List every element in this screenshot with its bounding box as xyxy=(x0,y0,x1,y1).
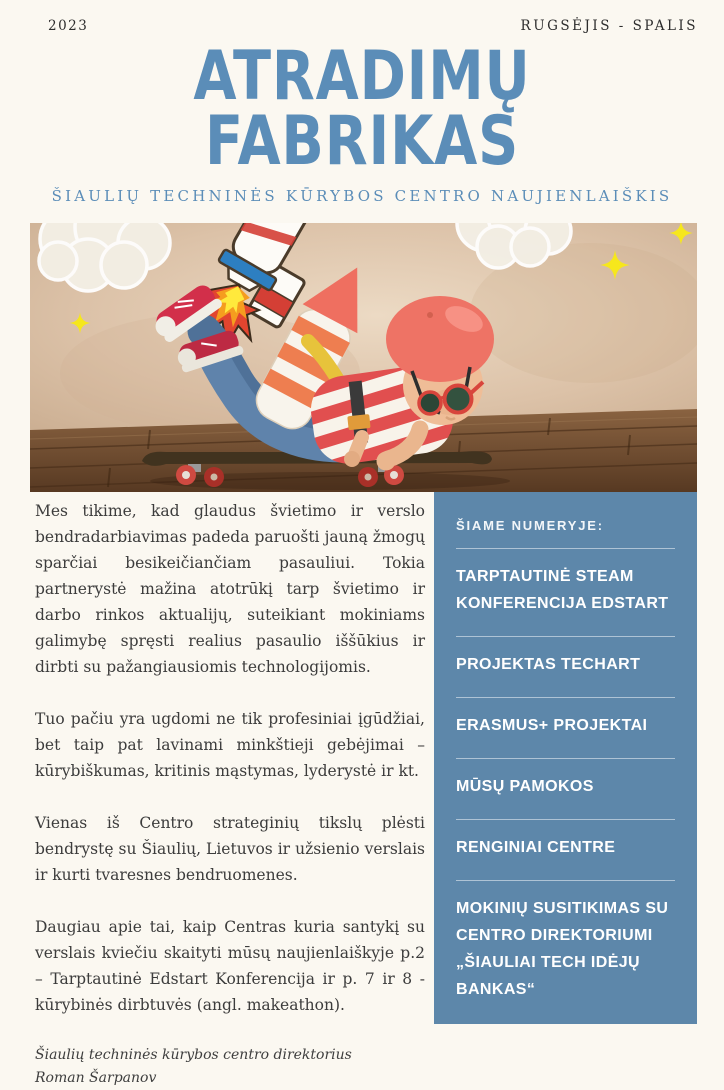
child-hand-left xyxy=(344,451,360,467)
article-paragraph: Daugiau apie tai, kaip Centras kuria santykį su verslais kviečiu skaityti mūsų naujienlaiškyje p.2 – Tarptautinė Edstart Konferencija ir p. 7 ir 8 - kūrybinės dirbtuvės (angl. makeathon). xyxy=(35,918,425,1014)
masthead xyxy=(0,37,724,205)
toc-heading: ŠIAME NUMERYJE: xyxy=(456,518,604,533)
article-body xyxy=(35,498,425,1090)
article-paragraph: Mes tikime, kad glaudus švietimo ir verslo bendradarbiavimas padeda paruošti jauną žmogų sparčiai besikeičiančiam pasauliui. Tokia partnerystė mažina atotrūkį tarp švietimo ir darbo rinkos aktualijų, suteikiant mokiniams galimybę spręsti realius pasaulio iššūkius ir dirbti su pažangiausiomis technologijomis. xyxy=(35,502,425,676)
article-paragraph: Vienas iš Centro strateginių tikslų plėsti bendrystę su Šiaulių, Lietuvos ir užsienio verslais ir kurti tvaresnes bendruomenes. xyxy=(35,814,425,884)
toc-divider xyxy=(456,548,675,549)
sidebar-item-susitikimas: MOKINIŲ SUSITIKIMAS SU CENTRO DIREKTORIUMI „ŠIAULIAI TECH IDĖJŲ BANKAS“ xyxy=(456,900,669,998)
sidebar-item-techart: PROJEKTAS TECHART xyxy=(456,656,641,673)
sidebar-item-steam-conference: TARPTAUTINĖ STEAM KONFERENCIJA EDSTART xyxy=(456,568,669,612)
toc-divider xyxy=(456,819,675,820)
signature-block xyxy=(35,1044,425,1090)
hero-photo xyxy=(30,223,697,492)
toc-divider xyxy=(456,697,675,698)
hero-illustration xyxy=(30,223,697,492)
coral-helmet xyxy=(386,296,494,382)
toc-divider xyxy=(456,636,675,637)
sidebar-item-renginiai: RENGINIAI CENTRE xyxy=(456,839,616,856)
sidebar-item-erasmus: ERASMUS+ PROJEKTAI xyxy=(456,717,648,734)
signature-name: Roman Šarpanov xyxy=(35,1070,157,1086)
toc-divider xyxy=(456,880,675,881)
child-hand-right xyxy=(377,452,396,471)
article-paragraph: Tuo pačiu yra ugdomi ne tik profesiniai įgūdžiai, bet taip pat lavinami minkštieji gebėjimai – kūrybiškumas, kritinis mąstymas, lyderystė ir kt. xyxy=(35,710,425,780)
issue-year: 2023 xyxy=(48,18,89,34)
newsletter-title-line-2: FABRIKAS xyxy=(204,102,520,181)
toc-divider xyxy=(456,758,675,759)
issue-period: RUGSĖJIS - SPALIS xyxy=(520,18,698,34)
sidebar-item-pamokos: MŪSŲ PAMOKOS xyxy=(456,778,594,795)
newsletter-title-line-1: ATRADIMŲ xyxy=(193,37,531,116)
newsletter-subtitle: ŠIAULIŲ TECHNINĖS KŪRYBOS CENTRO NAUJIENLAIŠKIS xyxy=(51,187,673,205)
signature-role: Šiaulių techninės kūrybos centro direktorius xyxy=(35,1047,352,1063)
skateboard-shadow xyxy=(150,472,510,490)
toc-panel xyxy=(434,492,697,1024)
